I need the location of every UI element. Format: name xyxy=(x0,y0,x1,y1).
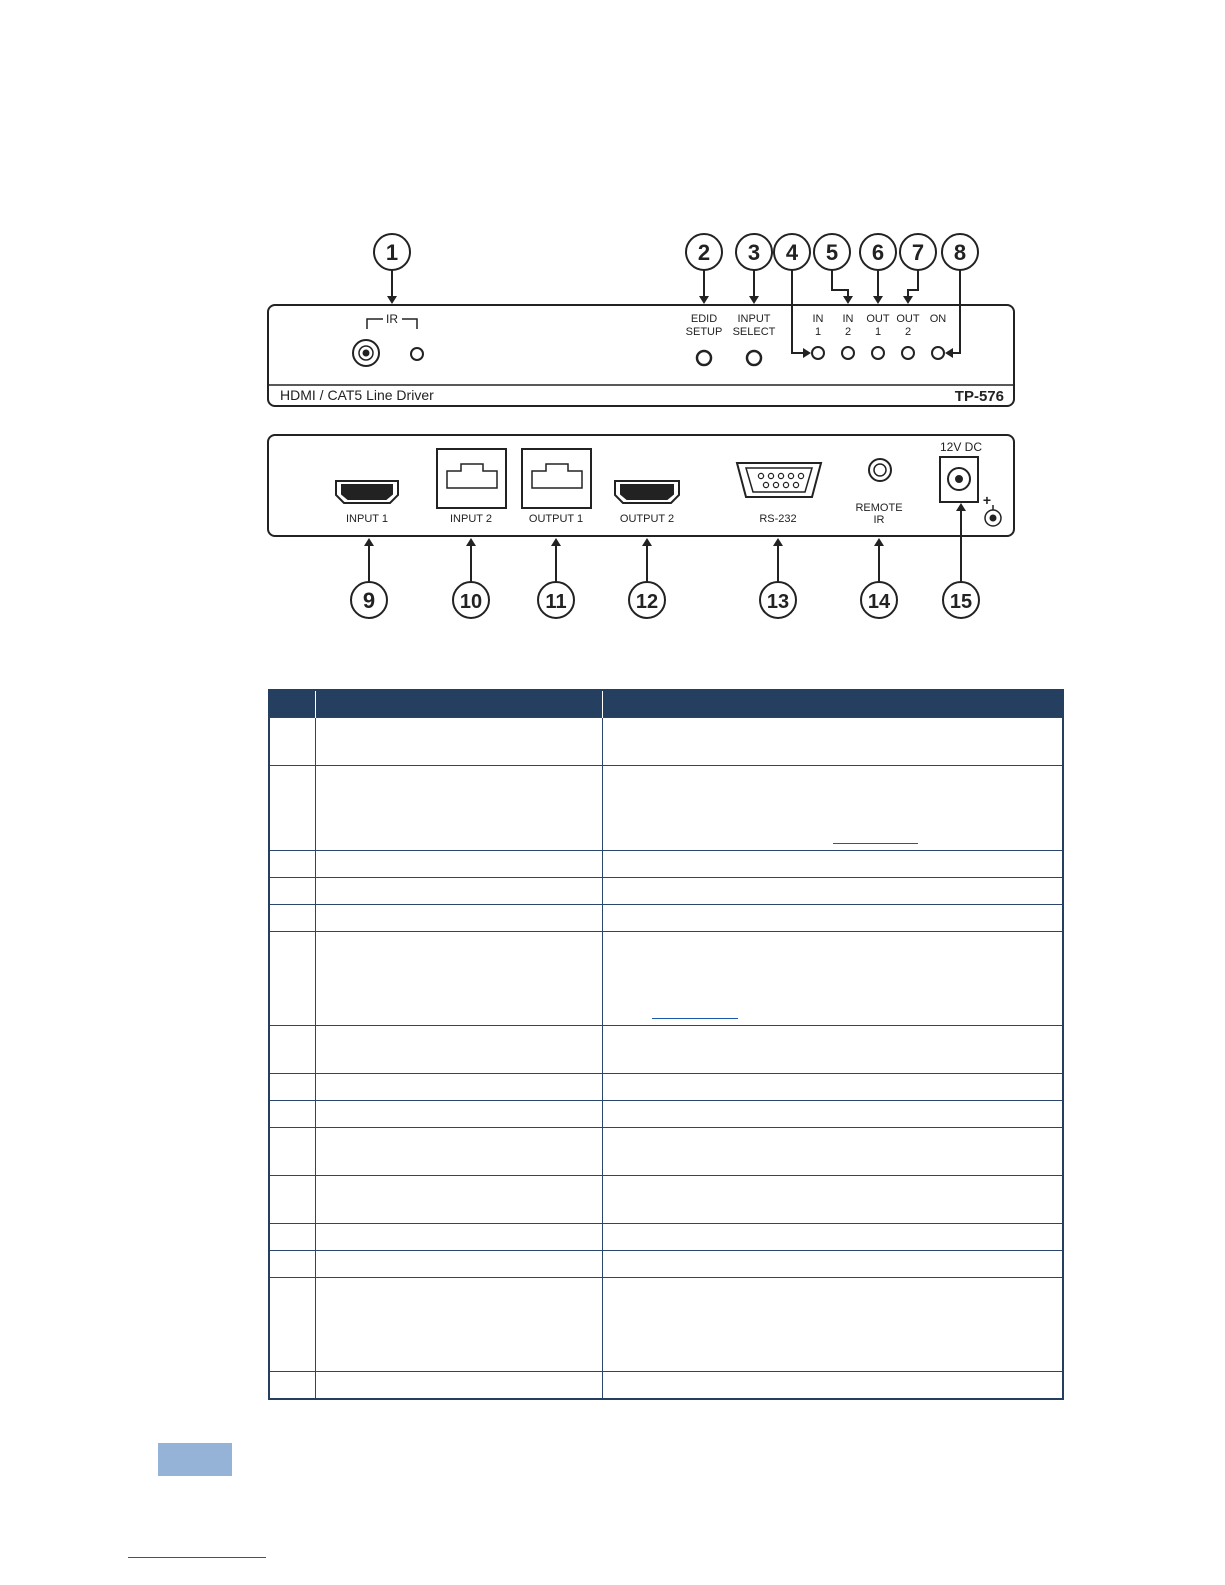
callout-number: 5 xyxy=(825,240,839,265)
header-cell xyxy=(269,690,315,718)
remote-ir-label-line-2: IR xyxy=(873,514,885,526)
table-row xyxy=(269,1251,1063,1278)
input-select-button xyxy=(747,351,761,365)
table-row xyxy=(269,851,1063,878)
table-row xyxy=(269,1372,1063,1399)
in1-label-line-1: IN xyxy=(812,313,824,325)
in2-led-icon xyxy=(842,347,854,359)
in2-label-line-2: 2 xyxy=(844,326,852,338)
ir-label: IR xyxy=(386,312,398,326)
remote-ir-jack-icon xyxy=(869,459,891,481)
header-cell xyxy=(602,690,1063,718)
callout-number: 11 xyxy=(545,591,567,613)
table-row xyxy=(269,932,1063,1026)
table-header-row xyxy=(269,690,1063,718)
out1-label-line-1: OUT xyxy=(866,313,890,325)
input-select-label-line-2: SELECT xyxy=(732,326,776,338)
callout-number: 2 xyxy=(697,240,711,265)
table-row xyxy=(269,878,1063,905)
callout-number: 10 xyxy=(459,591,483,613)
callout-number: 15 xyxy=(949,591,973,613)
table-row xyxy=(269,718,1063,766)
table-row xyxy=(269,905,1063,932)
output-1-label: OUTPUT 1 xyxy=(528,513,584,525)
output-2-label: OUTPUT 2 xyxy=(619,513,675,525)
model-name: TP-576 xyxy=(954,388,1004,405)
input-1-label: INPUT 1 xyxy=(346,513,388,525)
header-cell xyxy=(315,690,602,718)
callout-number: 8 xyxy=(953,240,967,265)
table-row xyxy=(269,1176,1063,1224)
hyperlink-underline[interactable] xyxy=(833,843,918,844)
ir-led-icon xyxy=(411,348,423,360)
footer-link-underline[interactable] xyxy=(128,1557,266,1558)
table-row xyxy=(269,1224,1063,1251)
polarity-plus-label: + xyxy=(982,492,992,508)
callout-number: 7 xyxy=(911,240,925,265)
input-2-label: INPUT 2 xyxy=(450,513,492,525)
power-label: 12V DC xyxy=(939,440,983,454)
rs232-label: RS-232 xyxy=(759,513,797,525)
product-description: HDMI / CAT5 Line Driver xyxy=(280,387,434,403)
table-row xyxy=(269,1026,1063,1074)
feature-table xyxy=(268,689,1064,1400)
out1-led-icon xyxy=(872,347,884,359)
table-row xyxy=(269,1074,1063,1101)
on-led-icon xyxy=(932,347,944,359)
out2-led-icon xyxy=(902,347,914,359)
hyperlink-underline[interactable] xyxy=(652,1018,738,1019)
table-row xyxy=(269,1128,1063,1176)
edid-label-line-2: SETUP xyxy=(685,326,723,338)
callout-number: 13 xyxy=(766,591,790,613)
callout-number: 6 xyxy=(871,240,885,265)
remote-ir-label-line-1: REMOTE xyxy=(855,502,903,514)
callout-number: 9 xyxy=(362,588,376,613)
out1-label-line-2: 1 xyxy=(874,326,882,338)
edid-label-line-1: EDID xyxy=(690,313,718,325)
table-row xyxy=(269,1101,1063,1128)
callout-number: 3 xyxy=(747,240,761,265)
out2-label-line-2: 2 xyxy=(904,326,912,338)
device-panels-figure xyxy=(0,0,1225,640)
edid-setup-button xyxy=(697,351,711,365)
page-number-tab xyxy=(158,1443,232,1476)
in1-label-line-2: 1 xyxy=(814,326,822,338)
table-row xyxy=(269,766,1063,851)
on-label: ON xyxy=(929,313,947,325)
callout-number: 12 xyxy=(635,591,659,613)
out2-label-line-1: OUT xyxy=(896,313,920,325)
in2-label-line-1: IN xyxy=(842,313,854,325)
callout-number: 4 xyxy=(785,240,799,265)
callout-number: 14 xyxy=(867,591,891,613)
in1-led-icon xyxy=(812,347,824,359)
callout-number: 1 xyxy=(385,240,399,265)
input-select-label-line-1: INPUT xyxy=(737,313,771,325)
table-row xyxy=(269,1278,1063,1372)
